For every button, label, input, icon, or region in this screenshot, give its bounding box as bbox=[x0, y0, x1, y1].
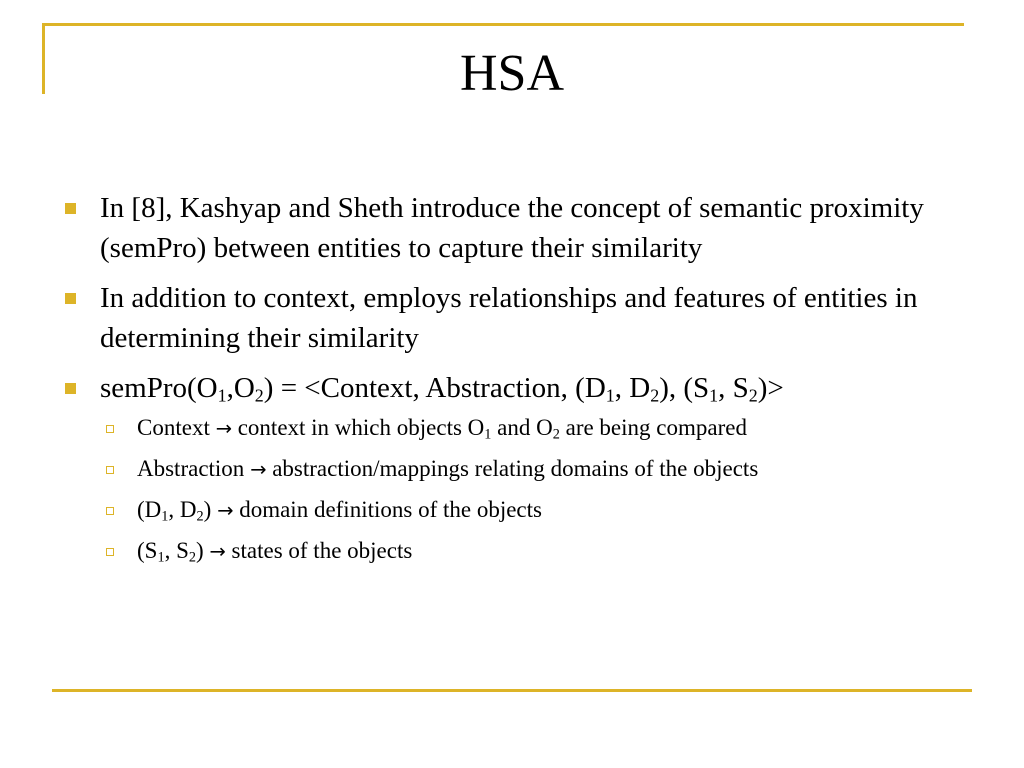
right-arrow-icon: → bbox=[209, 540, 226, 563]
hollow-square-bullet-icon bbox=[106, 466, 114, 474]
sub-bullet-text: Abstraction → abstraction/mappings relating domains of the objects bbox=[137, 456, 759, 481]
formula-text: $semPro(O_1,O_2)$ = <Context, Abstraction, ($D_1$, $D_2$), ($S_1$, $S_2)>$ bbox=[100, 372, 784, 406]
bullet-item-relationships bbox=[62, 278, 962, 358]
slide-content bbox=[62, 188, 962, 576]
sub-bullet-states bbox=[62, 535, 962, 568]
square-bullet-icon bbox=[65, 293, 76, 304]
bullet-item-sempro-formula bbox=[62, 368, 962, 408]
sub-bullet-context bbox=[62, 412, 962, 445]
frame-bottom-rule bbox=[52, 689, 972, 692]
sub-bullet-text: Context → context in which objects $O_1$ and $O_2$ are being compared bbox=[137, 415, 747, 443]
sub-bullet-text: ($S_1$, $S_2$) → states of the objects bbox=[137, 538, 413, 566]
sub-bullet-domains bbox=[62, 494, 962, 527]
hollow-square-bullet-icon bbox=[106, 425, 114, 433]
bullet-item-sempro-intro bbox=[62, 188, 962, 268]
right-arrow-icon: → bbox=[217, 499, 234, 522]
square-bullet-icon bbox=[65, 203, 76, 214]
sub-bullet-abstraction bbox=[62, 453, 962, 486]
hollow-square-bullet-icon bbox=[106, 507, 114, 515]
sub-bullet-text: ($D_1$, $D_2$) → domain definitions of the objects bbox=[137, 497, 542, 525]
slide-title: HSA bbox=[459, 45, 565, 102]
frame-top-rule bbox=[42, 23, 964, 26]
right-arrow-icon: → bbox=[215, 417, 232, 440]
bullet-text: In addition to context, employs relationships and features of entities in determining their similarity bbox=[100, 282, 918, 354]
right-arrow-icon: → bbox=[250, 458, 267, 481]
square-bullet-icon bbox=[65, 383, 76, 394]
bullet-text: In [8], Kashyap and Sheth introduce the concept of semantic proximity (semPro) between entities to capture their similarity bbox=[100, 192, 924, 264]
hollow-square-bullet-icon bbox=[106, 548, 114, 556]
